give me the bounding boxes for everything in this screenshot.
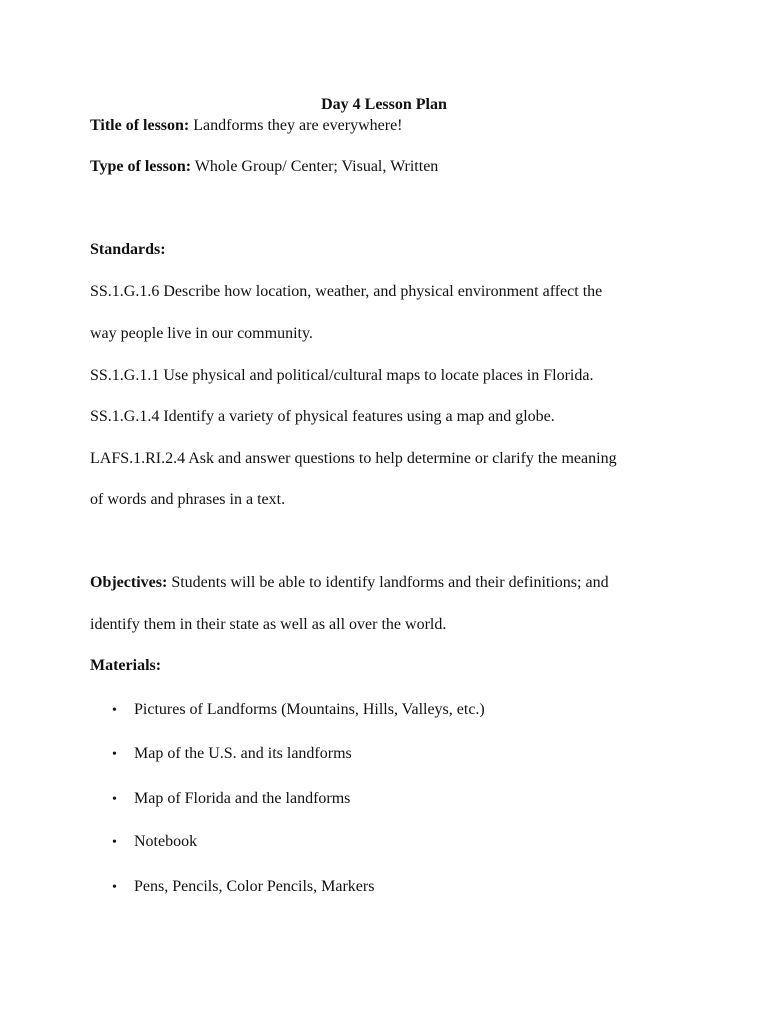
lesson-title-line [90,116,403,136]
standard-line: of words and phrases in a text. [90,491,286,508]
objectives-line [90,573,609,593]
materials-item-text: Notebook [134,833,198,850]
document-title: Day 4 Lesson Plan [321,96,447,113]
lesson-type-value: Whole Group/ Center; Visual, Written [194,158,439,175]
materials-list-item [112,877,374,898]
objectives-text: Students will be able to identify landforms and their definitions; and [171,574,609,591]
standards-heading: Standards: [90,241,166,258]
standard-line: SS.1.G.1.1 Use physical and political/cultural maps to locate places in Florida. [90,367,594,384]
lesson-title-label: Title of lesson: [90,117,190,134]
bullet-icon: • [112,703,117,718]
standard-line: SS.1.G.1.4 Identify a variety of physical features using a map and globe. [90,408,555,425]
standard-line: LAFS.1.RI.2.4 Ask and answer questions to help determine or clarify the meaning [90,450,617,467]
bullet-icon: • [112,747,117,762]
bullet-icon: • [112,792,117,807]
materials-item-text: Pens, Pencils, Color Pencils, Markers [134,878,375,895]
lesson-title-value: Landforms they are everywhere! [193,117,403,134]
materials-list-item [112,744,352,765]
materials-item-text: Pictures of Landforms (Mountains, Hills, Valleys, etc.) [134,701,485,718]
bullet-icon: • [112,835,117,850]
standard-line: way people live in our community. [90,325,313,342]
standard-line: SS.1.G.1.6 Describe how location, weather, and physical environment affect the [90,283,603,300]
bullet-icon: • [112,880,117,895]
materials-list-item [112,789,350,810]
materials-item-text: Map of Florida and the landforms [134,790,351,807]
materials-heading: Materials: [90,657,162,674]
lesson-type-label: Type of lesson: [90,158,192,175]
materials-list-item [112,832,197,853]
materials-item-text: Map of the U.S. and its landforms [134,745,352,762]
materials-list-item [112,700,485,721]
objectives-label: Objectives: [90,574,168,591]
objectives-line-2: identify them in their state as well as all over the world. [90,616,447,633]
lesson-type-line [90,157,438,177]
